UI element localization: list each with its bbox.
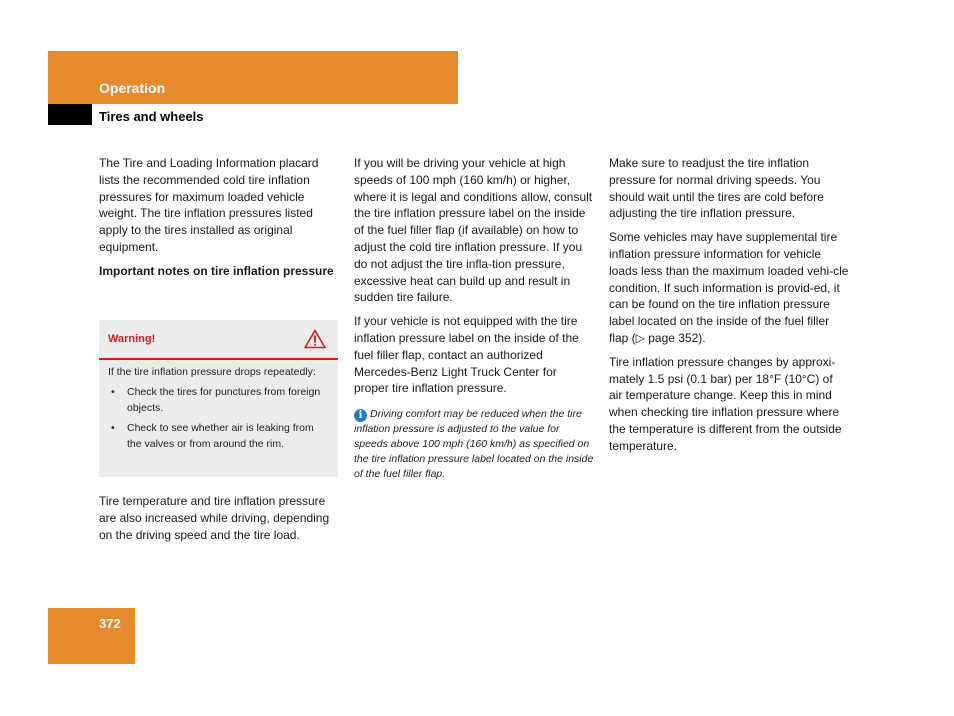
warning-triangle-icon	[304, 329, 326, 349]
intro-paragraph: The Tire and Loading Information placard lists the recommended cold tire inflation pressures for maximum loaded vehicle weight. The tire inflation pressures listed apply to the tires installed as original equipment.	[99, 156, 319, 254]
column-1	[99, 155, 339, 287]
high-speed-paragraph: If you will be driving your vehicle at high speeds of 100 mph (160 km/h) or higher, where it is legal and conditions allow, consult the tire inflation pressure label on the inside of the fuel filler flap (if available) on how to adjust the cold tire inflation pressure. If you do not adjust the tire infla-tion pressure, excessive heat can build up and result in sudden tire failure.	[354, 156, 593, 305]
page-number-box	[48, 608, 135, 664]
info-icon: i	[354, 409, 367, 422]
warning-item: • Check to see whether air is leaking from the valves or from around the rim.	[108, 420, 329, 452]
warning-box	[99, 320, 338, 477]
info-text: Driving comfort may be reduced when the tire inflation pressure is adjusted to the value for speeds above 100 mph (160 km/h) as specified on the tire inflation pressure label located on the inside of the fuel filler flap.	[354, 408, 594, 481]
subsection-title: Tires and wheels	[99, 109, 204, 124]
warning-header	[99, 320, 338, 360]
temperature-paragraph: Tire inflation pressure changes by approxi-mately 1.5 psi (0.1 bar) per 18°F (10°C) of air temperature change. Keep this in mind when checking tire inflation pressure where the temperature is different from the outside temperature.	[609, 354, 842, 453]
no-label-paragraph: If your vehicle is not equipped with the tire inflation pressure label on the inside of the fuel filler flap, contact an authorized Mercedes-Benz Light Truck Center for proper tire inflation pressure.	[354, 314, 579, 396]
info-note	[354, 407, 594, 482]
important-notes-heading: Important notes on tire inflation pressure	[99, 263, 334, 278]
section-marker	[48, 104, 92, 125]
warning-item: • Check the tires for punctures from foreign objects.	[108, 384, 329, 416]
column-2	[354, 155, 594, 482]
section-title: Operation	[99, 80, 166, 96]
header-bar	[48, 51, 458, 104]
warning-label: Warning!	[108, 333, 156, 345]
closing-paragraph: Tire temperature and tire inflation pressure are also increased while driving, depending on the driving speed and the tire load.	[99, 494, 330, 542]
warning-intro: If the tire inflation pressure drops repeatedly:	[108, 366, 316, 378]
column-3	[609, 155, 849, 462]
warning-list	[108, 384, 329, 452]
page-number: 372	[99, 616, 121, 631]
warning-body	[99, 360, 338, 452]
readjust-paragraph: Make sure to readjust the tire inflation pressure for normal driving speeds. You should wait until the tires are cold before adjusting the tire inflation pressure.	[609, 156, 824, 221]
supplemental-paragraph: Some vehicles may have supplemental tire inflation pressure information for vehicle loads less than the maximum loaded vehi-cle condition. If such information is provid-ed, it can be found on the tire inflation pressure label located on the inside of the fuel filler flap (▷ page 352).	[609, 230, 849, 345]
